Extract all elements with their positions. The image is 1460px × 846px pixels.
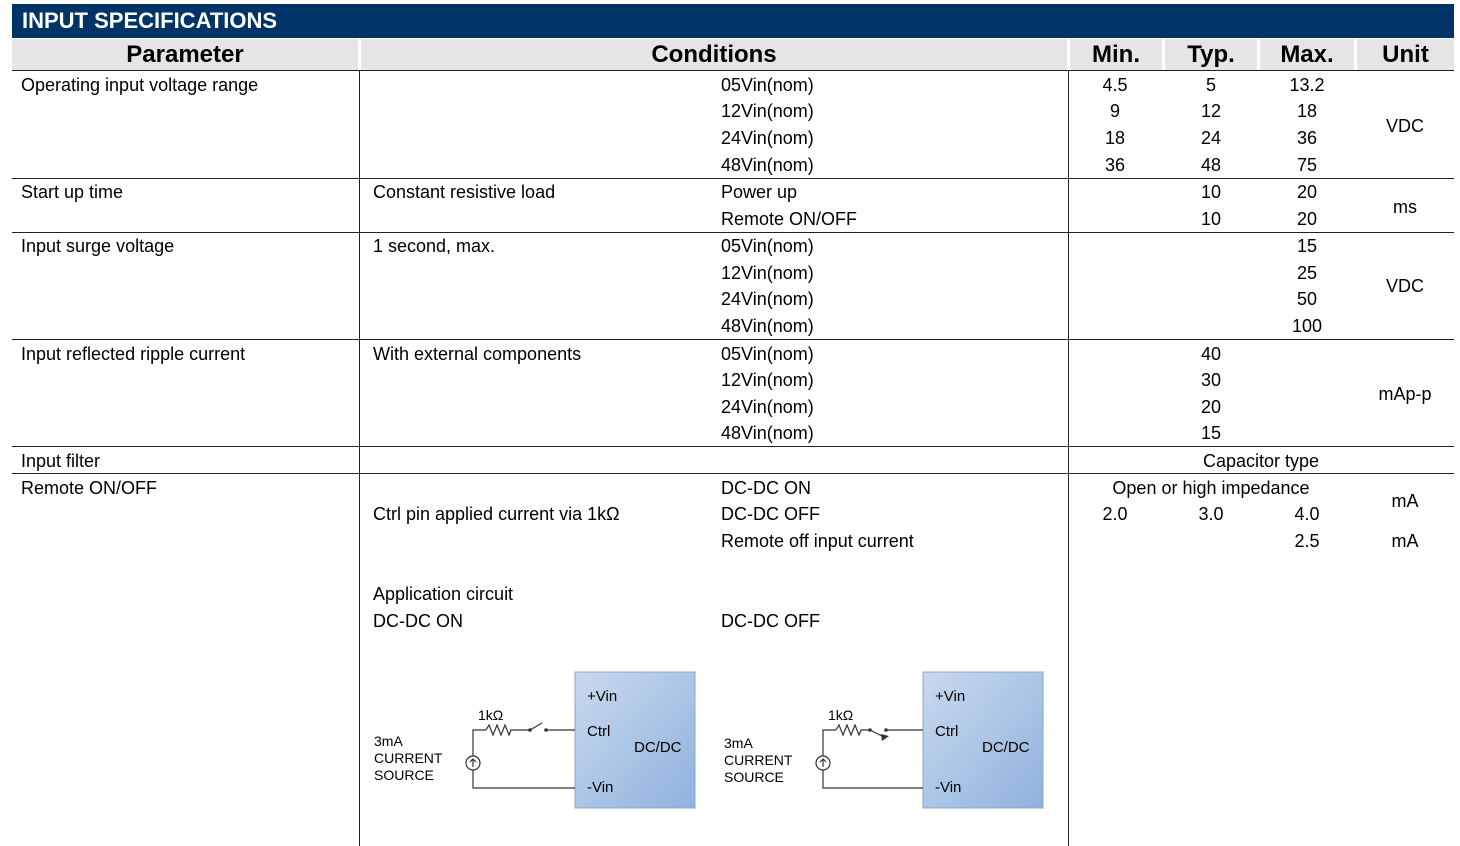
param-input-filter: Input filter (21, 451, 101, 471)
resistor-label: 1kΩ (478, 707, 504, 723)
typ-value: 30 (1200, 370, 1222, 390)
max-value: 18 (1296, 101, 1318, 121)
min-value: 2.0 (1102, 504, 1128, 524)
table-header (12, 39, 1454, 71)
min-value: 9 (1109, 101, 1120, 121)
resistor-label: 1kΩ (828, 707, 854, 723)
max-value: 20 (1296, 182, 1318, 202)
pin-vin-pos: +Vin (587, 688, 618, 705)
condition-text: Power up (721, 182, 798, 202)
condition-text: 12Vin(nom) (721, 263, 814, 283)
circuit-diagram-on (370, 670, 700, 812)
app-on-label: DC-DC ON (373, 611, 463, 631)
min-value: 4.5 (1102, 75, 1128, 95)
pin-vin-neg: -Vin (935, 779, 962, 796)
module-label: DC/DC (982, 739, 1030, 756)
param-remote-onoff: Remote ON/OFF (21, 478, 158, 498)
condition-text: 48Vin(nom) (721, 316, 814, 336)
app-off-label: DC-DC OFF (721, 611, 820, 631)
min-value: 18 (1104, 128, 1126, 148)
typ-value: 24 (1200, 128, 1222, 148)
circuit-wires-on (466, 723, 575, 788)
unit-value: mAp-p (1378, 384, 1432, 404)
max-value: 50 (1296, 289, 1318, 309)
header-parameter: Parameter (126, 41, 244, 68)
module-label: DC/DC (634, 739, 682, 756)
typ-value: 40 (1200, 344, 1222, 364)
section-title: INPUT SPECIFICATIONS (12, 4, 1454, 38)
max-value: 36 (1296, 128, 1318, 148)
row-divider (12, 339, 1454, 340)
switch-contact (868, 728, 872, 732)
condition-text: 24Vin(nom) (721, 289, 814, 309)
header-min: Min. (1092, 41, 1140, 68)
max-value: 20 (1296, 209, 1318, 229)
condition-main: With external components (373, 344, 582, 364)
typ-value: 48 (1200, 155, 1222, 175)
source-label: SOURCE (374, 767, 434, 783)
circuit-wires-off (816, 725, 923, 788)
typ-value: 20 (1200, 397, 1222, 417)
pin-ctrl: Ctrl (935, 723, 959, 740)
typ-value: 10 (1200, 209, 1222, 229)
condition-text: Remote ON/OFF (721, 209, 858, 229)
param-operating-voltage: Operating input voltage range (21, 75, 259, 95)
pin-vin-pos: +Vin (935, 688, 966, 705)
condition-text: DC-DC ON (721, 478, 811, 498)
max-value: 75 (1296, 155, 1318, 175)
switch-contact (884, 728, 888, 732)
condition-text: 24Vin(nom) (721, 128, 814, 148)
condition-main: Constant resistive load (373, 182, 556, 202)
condition-text: 05Vin(nom) (721, 236, 814, 256)
typ-value: 3.0 (1198, 504, 1224, 524)
max-value: 15 (1296, 236, 1318, 256)
condition-text: 12Vin(nom) (721, 101, 814, 121)
pin-ctrl: Ctrl (587, 723, 611, 740)
typ-value: 15 (1200, 423, 1222, 443)
switch-contact (528, 728, 532, 732)
row-divider (12, 446, 1454, 447)
header-max: Max. (1280, 41, 1334, 68)
typ-value: 5 (1205, 75, 1216, 95)
unit-value: mA (1391, 491, 1419, 511)
unit-value: ms (1393, 197, 1417, 217)
condition-main: 1 second, max. (373, 236, 496, 256)
param-ripple-current: Input reflected ripple current (21, 344, 246, 364)
condition-main: Ctrl pin applied current via 1kΩ (373, 504, 620, 524)
condition-text: 05Vin(nom) (721, 344, 814, 364)
condition-text: 48Vin(nom) (721, 423, 814, 443)
source-label: SOURCE (724, 769, 784, 785)
max-value: 100 (1291, 316, 1323, 336)
max-value: 2.5 (1294, 531, 1320, 551)
max-value: 13.2 (1289, 75, 1325, 95)
max-value: 4.0 (1294, 504, 1320, 524)
column-divider (359, 71, 360, 846)
current-value: 3mA (724, 735, 753, 751)
param-startup-time: Start up time (21, 182, 124, 202)
header-conditions: Conditions (651, 41, 777, 68)
switch-contact (544, 728, 548, 732)
condition-text: 05Vin(nom) (721, 75, 814, 95)
current-label: CURRENT (374, 750, 443, 766)
column-divider (1068, 71, 1069, 846)
application-circuit-label: Application circuit (373, 584, 514, 604)
min-value: 36 (1104, 155, 1126, 175)
typ-value: 10 (1200, 182, 1222, 202)
switch-arrow (881, 734, 889, 741)
pin-vin-neg: -Vin (587, 779, 614, 796)
circuit-diagram-off (720, 670, 1050, 812)
condition-text: 48Vin(nom) (721, 155, 814, 175)
current-label: CURRENT (724, 752, 793, 768)
header-unit: Unit (1382, 41, 1429, 68)
condition-text: 24Vin(nom) (721, 397, 814, 417)
on-value: Open or high impedance (1112, 478, 1310, 498)
header-typ: Typ. (1187, 41, 1235, 68)
param-surge-voltage: Input surge voltage (21, 236, 175, 256)
max-value: 25 (1296, 263, 1318, 283)
condition-text: DC-DC OFF (721, 504, 820, 524)
unit-value: VDC (1385, 276, 1424, 296)
condition-text: 12Vin(nom) (721, 370, 814, 390)
typ-value: 12 (1200, 101, 1222, 121)
current-value: 3mA (374, 733, 403, 749)
unit-value: VDC (1385, 116, 1424, 136)
filter-value: Capacitor type (1202, 451, 1320, 471)
unit-value: mA (1391, 531, 1419, 551)
condition-text: Remote off input current (721, 531, 914, 551)
